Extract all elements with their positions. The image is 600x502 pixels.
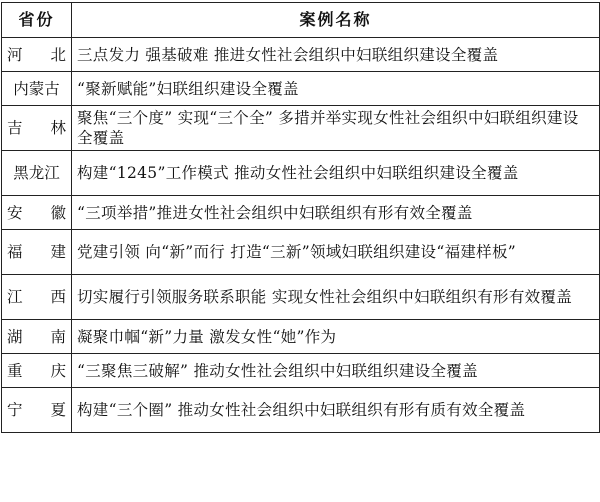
table-row	[2, 151, 600, 196]
province-cell: 湖 南	[2, 320, 72, 354]
province-cell: 内蒙古	[2, 72, 72, 106]
case-name-cell: “三项举措”推进女性社会组织中妇联组织有形有效全覆盖	[72, 196, 600, 230]
province-cell: 江 西	[2, 275, 72, 320]
province-cell: 安 徽	[2, 196, 72, 230]
table-row	[2, 354, 600, 388]
case-name-cell: 凝聚巾帼“新”力量 激发女性“她”作为	[72, 320, 600, 354]
province-cell: 黑龙江	[2, 151, 72, 196]
table-row	[2, 106, 600, 151]
province-cell: 宁 夏	[2, 388, 72, 433]
table-row	[2, 230, 600, 275]
table-header-row	[2, 3, 600, 38]
case-name-cell: 三点发力 强基破难 推进女性社会组织中妇联组织建设全覆盖	[72, 38, 600, 72]
province-cell: 重 庆	[2, 354, 72, 388]
table-row	[2, 38, 600, 72]
province-cell: 福 建	[2, 230, 72, 275]
table-row	[2, 320, 600, 354]
case-name-cell: “聚新赋能”妇联组织建设全覆盖	[72, 72, 600, 106]
case-name-cell: 构建“1245”工作模式 推动女性社会组织中妇联组织建设全覆盖	[72, 151, 600, 196]
province-cell: 吉 林	[2, 106, 72, 151]
case-name-cell: 切实履行引领服务联系职能 实现女性社会组织中妇联组织有形有效覆盖	[72, 275, 600, 320]
header-province: 省份	[2, 3, 72, 38]
table-row	[2, 196, 600, 230]
header-case-name: 案例名称	[72, 3, 600, 38]
case-name-cell: 党建引领 向“新”而行 打造“三新”领域妇联组织建设“福建样板”	[72, 230, 600, 275]
table-row	[2, 275, 600, 320]
case-name-cell: 聚焦“三个度” 实现“三个全” 多措并举实现女性社会组织中妇联组织建设全覆盖	[72, 106, 600, 151]
case-name-cell: 构建“三个圈” 推动女性社会组织中妇联组织有形有质有效全覆盖	[72, 388, 600, 433]
table-row	[2, 388, 600, 433]
province-cell: 河 北	[2, 38, 72, 72]
case-name-cell: “三聚焦三破解” 推动女性社会组织中妇联组织建设全覆盖	[72, 354, 600, 388]
case-table	[1, 2, 600, 433]
table-row	[2, 72, 600, 106]
